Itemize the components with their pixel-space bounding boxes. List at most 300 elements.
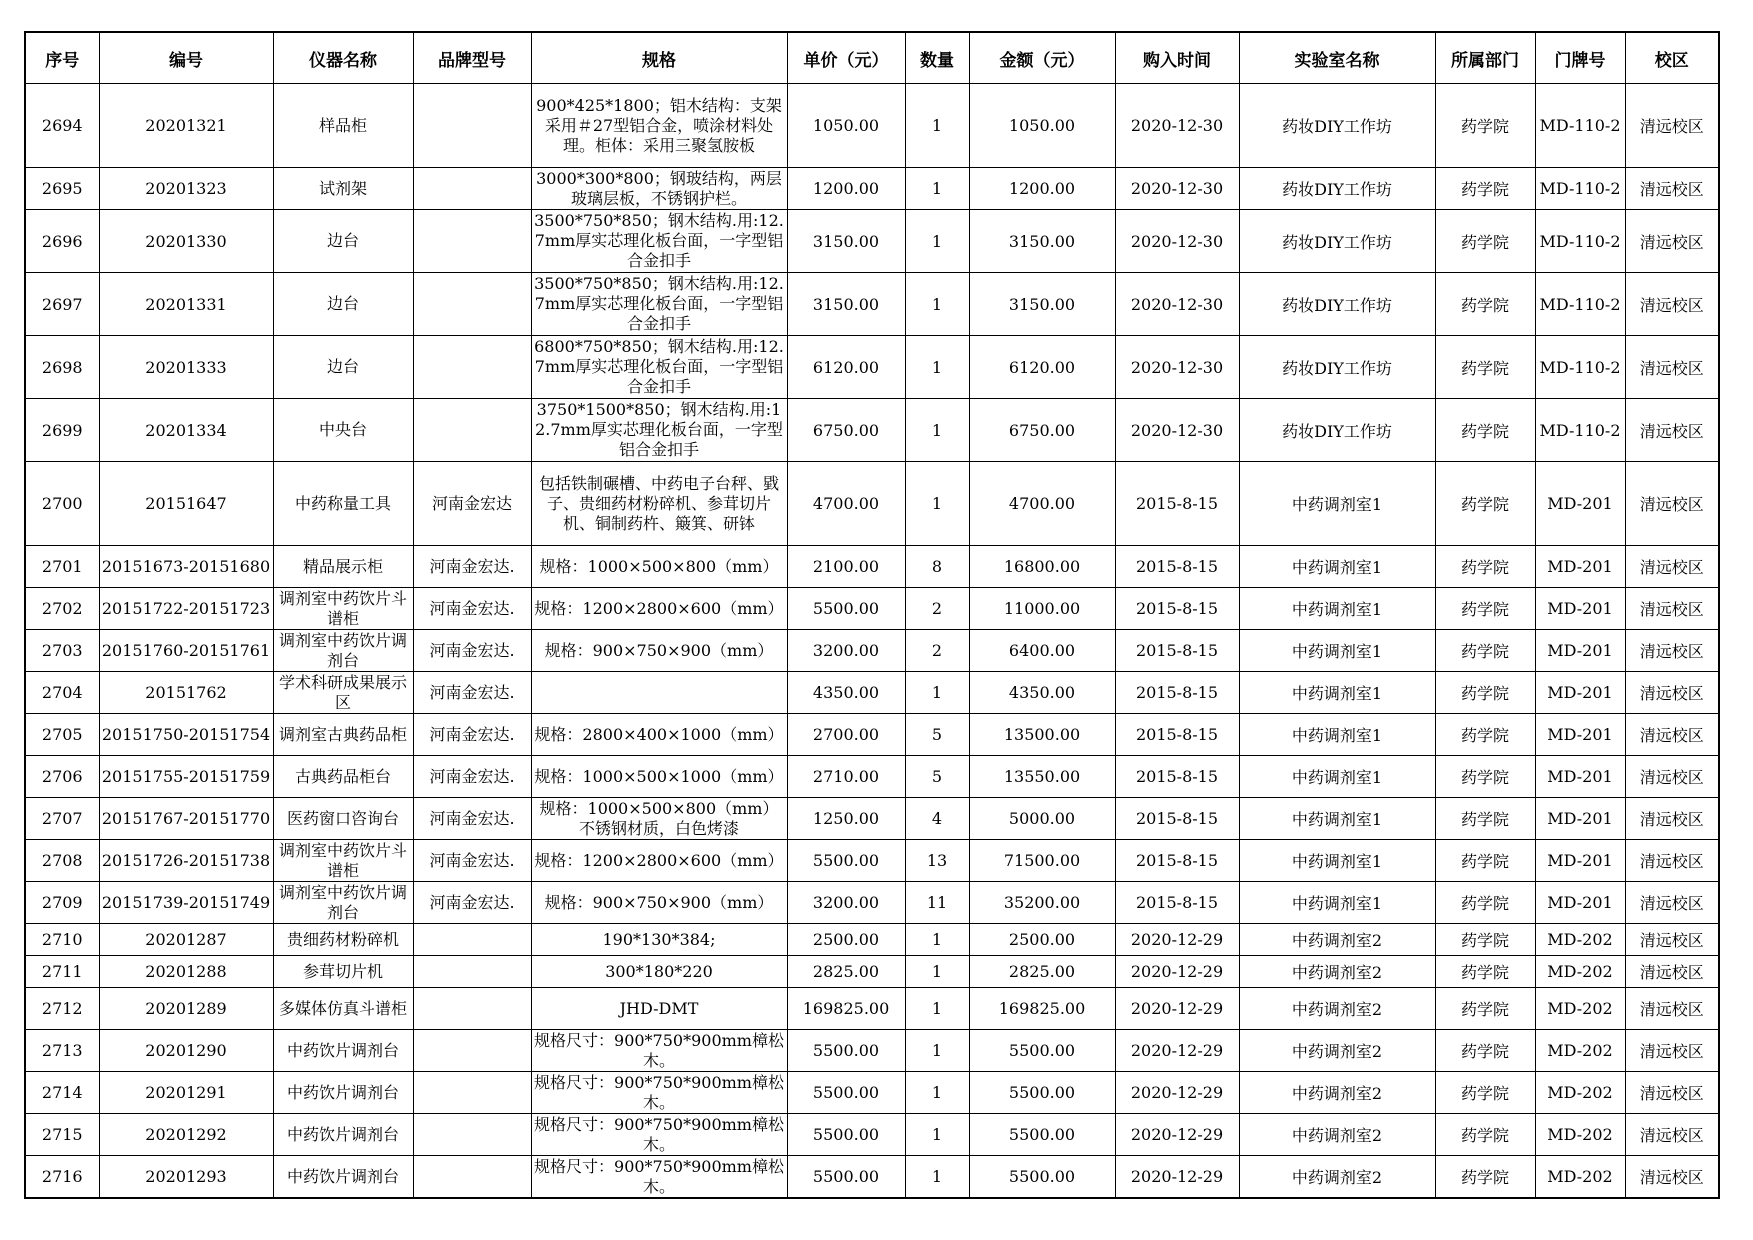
cell-seq: 2702 (25, 588, 99, 630)
cell-campus: 清远校区 (1625, 672, 1719, 714)
col-header-room: 门牌号 (1535, 32, 1625, 84)
cell-code: 20151760-20151761 (99, 630, 273, 672)
cell-brand: 河南金宏达. (413, 546, 531, 588)
cell-qty: 5 (905, 714, 969, 756)
cell-brand (413, 273, 531, 336)
cell-date: 2020-12-30 (1115, 168, 1239, 210)
cell-price: 2825.00 (787, 956, 905, 988)
cell-room: MD-202 (1535, 1156, 1625, 1199)
table-body (25, 84, 1719, 1199)
table-row (25, 988, 1719, 1030)
cell-price: 3150.00 (787, 273, 905, 336)
table-row (25, 924, 1719, 956)
cell-room: MD-110-2 (1535, 273, 1625, 336)
cell-campus: 清远校区 (1625, 336, 1719, 399)
cell-seq: 2700 (25, 462, 99, 546)
cell-amount: 3150.00 (969, 210, 1115, 273)
table-row (25, 1072, 1719, 1114)
cell-amount: 1050.00 (969, 84, 1115, 168)
cell-date: 2020-12-30 (1115, 399, 1239, 462)
cell-code: 20201331 (99, 273, 273, 336)
cell-price: 5500.00 (787, 1072, 905, 1114)
cell-name: 调剂室中药饮片斗谱柜 (273, 588, 413, 630)
cell-amount: 5500.00 (969, 1072, 1115, 1114)
cell-name: 边台 (273, 336, 413, 399)
cell-qty: 1 (905, 210, 969, 273)
cell-qty: 5 (905, 756, 969, 798)
cell-dept: 药学院 (1435, 168, 1535, 210)
cell-qty: 1 (905, 168, 969, 210)
table-row (25, 399, 1719, 462)
cell-amount: 13550.00 (969, 756, 1115, 798)
cell-price: 2500.00 (787, 924, 905, 956)
cell-room: MD-202 (1535, 924, 1625, 956)
cell-date: 2015-8-15 (1115, 714, 1239, 756)
cell-room: MD-202 (1535, 956, 1625, 988)
cell-price: 5500.00 (787, 840, 905, 882)
cell-price: 2700.00 (787, 714, 905, 756)
cell-campus: 清远校区 (1625, 1072, 1719, 1114)
cell-campus: 清远校区 (1625, 546, 1719, 588)
cell-code: 20201289 (99, 988, 273, 1030)
table-row (25, 956, 1719, 988)
cell-amount: 4700.00 (969, 462, 1115, 546)
cell-code: 20201287 (99, 924, 273, 956)
cell-code: 20151750-20151754 (99, 714, 273, 756)
cell-date: 2020-12-29 (1115, 924, 1239, 956)
cell-dept: 药学院 (1435, 1156, 1535, 1199)
table-row (25, 210, 1719, 273)
cell-seq: 2713 (25, 1030, 99, 1072)
cell-qty: 1 (905, 988, 969, 1030)
cell-amount: 6120.00 (969, 336, 1115, 399)
cell-seq: 2707 (25, 798, 99, 840)
cell-seq: 2694 (25, 84, 99, 168)
cell-code: 20201290 (99, 1030, 273, 1072)
cell-campus: 清远校区 (1625, 924, 1719, 956)
cell-code: 20151739-20151749 (99, 882, 273, 924)
cell-seq: 2708 (25, 840, 99, 882)
cell-brand: 河南金宏达 (413, 462, 531, 546)
cell-qty: 1 (905, 1030, 969, 1072)
cell-dept: 药学院 (1435, 956, 1535, 988)
cell-lab: 药妆DIY工作坊 (1239, 84, 1435, 168)
cell-campus: 清远校区 (1625, 988, 1719, 1030)
table-row (25, 1114, 1719, 1156)
cell-brand: 河南金宏达. (413, 840, 531, 882)
cell-qty: 1 (905, 84, 969, 168)
cell-name: 中药饮片调剂台 (273, 1156, 413, 1199)
cell-name: 古典药品柜台 (273, 756, 413, 798)
cell-date: 2015-8-15 (1115, 462, 1239, 546)
cell-qty: 2 (905, 630, 969, 672)
table-row (25, 672, 1719, 714)
cell-campus: 清远校区 (1625, 714, 1719, 756)
cell-room: MD-201 (1535, 798, 1625, 840)
cell-brand (413, 956, 531, 988)
cell-room: MD-202 (1535, 1114, 1625, 1156)
cell-lab: 中药调剂室1 (1239, 882, 1435, 924)
cell-room: MD-110-2 (1535, 399, 1625, 462)
cell-brand: 河南金宏达. (413, 672, 531, 714)
cell-spec: 190*130*384; (531, 924, 787, 956)
cell-spec: 规格尺寸：900*750*900mm樟松木。 (531, 1114, 787, 1156)
table-row (25, 168, 1719, 210)
cell-campus: 清远校区 (1625, 588, 1719, 630)
cell-dept: 药学院 (1435, 84, 1535, 168)
cell-room: MD-202 (1535, 988, 1625, 1030)
col-header-spec: 规格 (531, 32, 787, 84)
col-header-price: 单价（元） (787, 32, 905, 84)
cell-lab: 中药调剂室2 (1239, 1114, 1435, 1156)
cell-room: MD-201 (1535, 756, 1625, 798)
cell-campus: 清远校区 (1625, 462, 1719, 546)
cell-date: 2020-12-29 (1115, 1156, 1239, 1199)
cell-dept: 药学院 (1435, 714, 1535, 756)
cell-date: 2015-8-15 (1115, 546, 1239, 588)
cell-qty: 1 (905, 462, 969, 546)
cell-price: 6120.00 (787, 336, 905, 399)
cell-lab: 中药调剂室1 (1239, 462, 1435, 546)
cell-campus: 清远校区 (1625, 399, 1719, 462)
cell-name: 调剂室中药饮片调剂台 (273, 882, 413, 924)
cell-lab: 药妆DIY工作坊 (1239, 336, 1435, 399)
cell-seq: 2705 (25, 714, 99, 756)
cell-amount: 35200.00 (969, 882, 1115, 924)
col-header-seq: 序号 (25, 32, 99, 84)
table-row (25, 1030, 1719, 1072)
table-row (25, 882, 1719, 924)
cell-room: MD-202 (1535, 1072, 1625, 1114)
cell-room: MD-110-2 (1535, 336, 1625, 399)
cell-code: 20151755-20151759 (99, 756, 273, 798)
cell-room: MD-201 (1535, 546, 1625, 588)
cell-brand (413, 336, 531, 399)
col-header-lab: 实验室名称 (1239, 32, 1435, 84)
cell-room: MD-110-2 (1535, 168, 1625, 210)
header-row (25, 32, 1719, 84)
cell-brand (413, 1072, 531, 1114)
cell-seq: 2697 (25, 273, 99, 336)
cell-code: 20151722-20151723 (99, 588, 273, 630)
cell-amount: 2825.00 (969, 956, 1115, 988)
cell-amount: 16800.00 (969, 546, 1115, 588)
cell-dept: 药学院 (1435, 273, 1535, 336)
cell-spec: 规格：900×750×900（mm） (531, 882, 787, 924)
cell-price: 2710.00 (787, 756, 905, 798)
cell-brand: 河南金宏达. (413, 714, 531, 756)
cell-dept: 药学院 (1435, 546, 1535, 588)
cell-price: 3200.00 (787, 882, 905, 924)
cell-brand (413, 168, 531, 210)
cell-room: MD-110-2 (1535, 210, 1625, 273)
cell-qty: 1 (905, 1156, 969, 1199)
cell-date: 2020-12-29 (1115, 1072, 1239, 1114)
cell-price: 4350.00 (787, 672, 905, 714)
cell-price: 4700.00 (787, 462, 905, 546)
cell-name: 试剂架 (273, 168, 413, 210)
cell-dept: 药学院 (1435, 399, 1535, 462)
cell-name: 中药饮片调剂台 (273, 1072, 413, 1114)
cell-qty: 1 (905, 336, 969, 399)
cell-name: 中药饮片调剂台 (273, 1114, 413, 1156)
cell-code: 20151726-20151738 (99, 840, 273, 882)
cell-brand: 河南金宏达. (413, 882, 531, 924)
cell-code: 20201291 (99, 1072, 273, 1114)
cell-date: 2020-12-29 (1115, 988, 1239, 1030)
cell-name: 调剂室古典药品柜 (273, 714, 413, 756)
cell-room: MD-201 (1535, 714, 1625, 756)
cell-name: 学术科研成果展示区 (273, 672, 413, 714)
col-header-brand: 品牌型号 (413, 32, 531, 84)
cell-lab: 中药调剂室2 (1239, 956, 1435, 988)
cell-brand: 河南金宏达. (413, 588, 531, 630)
cell-spec: 规格：1000×500×800（mm）不锈钢材质，白色烤漆 (531, 798, 787, 840)
cell-seq: 2701 (25, 546, 99, 588)
cell-dept: 药学院 (1435, 840, 1535, 882)
cell-campus: 清远校区 (1625, 1156, 1719, 1199)
cell-qty: 1 (905, 956, 969, 988)
cell-name: 调剂室中药饮片调剂台 (273, 630, 413, 672)
cell-code: 20201333 (99, 336, 273, 399)
cell-amount: 11000.00 (969, 588, 1115, 630)
cell-spec: 3750*1500*850；钢木结构.用:12.7mm厚实芯理化板台面，一字型铝合金扣手 (531, 399, 787, 462)
cell-amount: 1200.00 (969, 168, 1115, 210)
cell-spec: 3500*750*850；钢木结构.用:12.7mm厚实芯理化板台面，一字型铝合金扣手 (531, 273, 787, 336)
cell-room: MD-201 (1535, 882, 1625, 924)
cell-spec: 规格：1000×500×1000（mm） (531, 756, 787, 798)
cell-room: MD-201 (1535, 840, 1625, 882)
cell-lab: 中药调剂室2 (1239, 924, 1435, 956)
cell-campus: 清远校区 (1625, 1114, 1719, 1156)
cell-name: 医药窗口咨询台 (273, 798, 413, 840)
cell-price: 2100.00 (787, 546, 905, 588)
cell-campus: 清远校区 (1625, 1030, 1719, 1072)
cell-amount: 71500.00 (969, 840, 1115, 882)
cell-brand: 河南金宏达. (413, 630, 531, 672)
cell-code: 20201334 (99, 399, 273, 462)
cell-amount: 5000.00 (969, 798, 1115, 840)
cell-code: 20151762 (99, 672, 273, 714)
cell-spec: 规格：1200×2800×600（mm） (531, 588, 787, 630)
col-header-date: 购入时间 (1115, 32, 1239, 84)
cell-seq: 2709 (25, 882, 99, 924)
cell-campus: 清远校区 (1625, 210, 1719, 273)
table-row (25, 840, 1719, 882)
col-header-code: 编号 (99, 32, 273, 84)
cell-dept: 药学院 (1435, 882, 1535, 924)
table-row (25, 84, 1719, 168)
cell-name: 中央台 (273, 399, 413, 462)
cell-brand (413, 988, 531, 1030)
cell-qty: 4 (905, 798, 969, 840)
cell-seq: 2696 (25, 210, 99, 273)
cell-lab: 药妆DIY工作坊 (1239, 273, 1435, 336)
col-header-dept: 所属部门 (1435, 32, 1535, 84)
cell-code: 20201293 (99, 1156, 273, 1199)
cell-room: MD-201 (1535, 630, 1625, 672)
table-row (25, 336, 1719, 399)
cell-spec (531, 672, 787, 714)
cell-code: 20201292 (99, 1114, 273, 1156)
cell-seq: 2716 (25, 1156, 99, 1199)
cell-amount: 4350.00 (969, 672, 1115, 714)
cell-seq: 2695 (25, 168, 99, 210)
cell-price: 6750.00 (787, 399, 905, 462)
cell-dept: 药学院 (1435, 462, 1535, 546)
cell-name: 精品展示柜 (273, 546, 413, 588)
cell-name: 中药饮片调剂台 (273, 1030, 413, 1072)
equipment-table (24, 31, 1720, 1199)
cell-qty: 1 (905, 1072, 969, 1114)
cell-spec: 规格尺寸：900*750*900mm樟松木。 (531, 1072, 787, 1114)
cell-spec: 6800*750*850；钢木结构.用:12.7mm厚实芯理化板台面，一字型铝合金扣手 (531, 336, 787, 399)
table-row (25, 273, 1719, 336)
cell-code: 20151673-20151680 (99, 546, 273, 588)
cell-spec: 规格：900×750×900（mm） (531, 630, 787, 672)
cell-name: 多媒体仿真斗谱柜 (273, 988, 413, 1030)
cell-date: 2020-12-30 (1115, 210, 1239, 273)
cell-campus: 清远校区 (1625, 756, 1719, 798)
cell-dept: 药学院 (1435, 672, 1535, 714)
cell-name: 贵细药材粉碎机 (273, 924, 413, 956)
table-row (25, 546, 1719, 588)
cell-price: 5500.00 (787, 1030, 905, 1072)
cell-qty: 8 (905, 546, 969, 588)
cell-price: 5500.00 (787, 1114, 905, 1156)
cell-brand (413, 1114, 531, 1156)
cell-campus: 清远校区 (1625, 798, 1719, 840)
cell-lab: 中药调剂室1 (1239, 840, 1435, 882)
cell-qty: 2 (905, 588, 969, 630)
cell-amount: 5500.00 (969, 1114, 1115, 1156)
cell-lab: 中药调剂室1 (1239, 546, 1435, 588)
cell-spec: 300*180*220 (531, 956, 787, 988)
cell-amount: 3150.00 (969, 273, 1115, 336)
cell-dept: 药学院 (1435, 336, 1535, 399)
col-header-amount: 金额（元） (969, 32, 1115, 84)
cell-lab: 药妆DIY工作坊 (1239, 399, 1435, 462)
cell-code: 20201288 (99, 956, 273, 988)
cell-brand (413, 1030, 531, 1072)
cell-dept: 药学院 (1435, 924, 1535, 956)
cell-amount: 5500.00 (969, 1156, 1115, 1199)
cell-dept: 药学院 (1435, 210, 1535, 273)
cell-spec: 规格尺寸：900*750*900mm樟松木。 (531, 1156, 787, 1199)
cell-dept: 药学院 (1435, 1030, 1535, 1072)
cell-price: 169825.00 (787, 988, 905, 1030)
cell-date: 2015-8-15 (1115, 840, 1239, 882)
cell-date: 2020-12-29 (1115, 1114, 1239, 1156)
cell-brand (413, 210, 531, 273)
cell-name: 样品柜 (273, 84, 413, 168)
cell-campus: 清远校区 (1625, 840, 1719, 882)
cell-brand (413, 84, 531, 168)
col-header-name: 仪器名称 (273, 32, 413, 84)
cell-code: 20201321 (99, 84, 273, 168)
cell-date: 2020-12-29 (1115, 1030, 1239, 1072)
cell-date: 2020-12-29 (1115, 956, 1239, 988)
cell-date: 2015-8-15 (1115, 672, 1239, 714)
cell-lab: 药妆DIY工作坊 (1239, 168, 1435, 210)
cell-lab: 中药调剂室2 (1239, 988, 1435, 1030)
table-row (25, 630, 1719, 672)
cell-campus: 清远校区 (1625, 882, 1719, 924)
cell-date: 2020-12-30 (1115, 273, 1239, 336)
cell-date: 2015-8-15 (1115, 630, 1239, 672)
cell-price: 5500.00 (787, 1156, 905, 1199)
cell-seq: 2712 (25, 988, 99, 1030)
cell-code: 20201323 (99, 168, 273, 210)
cell-room: MD-201 (1535, 672, 1625, 714)
col-header-qty: 数量 (905, 32, 969, 84)
cell-seq: 2698 (25, 336, 99, 399)
cell-dept: 药学院 (1435, 630, 1535, 672)
cell-brand (413, 1156, 531, 1199)
col-header-campus: 校区 (1625, 32, 1719, 84)
cell-seq: 2703 (25, 630, 99, 672)
cell-dept: 药学院 (1435, 756, 1535, 798)
cell-dept: 药学院 (1435, 798, 1535, 840)
cell-amount: 6400.00 (969, 630, 1115, 672)
cell-brand (413, 399, 531, 462)
cell-amount: 5500.00 (969, 1030, 1115, 1072)
cell-name: 中药称量工具 (273, 462, 413, 546)
cell-name: 边台 (273, 273, 413, 336)
cell-brand (413, 924, 531, 956)
cell-name: 边台 (273, 210, 413, 273)
table-row (25, 714, 1719, 756)
table-row (25, 462, 1719, 546)
cell-amount: 169825.00 (969, 988, 1115, 1030)
cell-room: MD-110-2 (1535, 84, 1625, 168)
cell-lab: 中药调剂室1 (1239, 714, 1435, 756)
cell-lab: 中药调剂室1 (1239, 672, 1435, 714)
cell-spec: 规格：1200×2800×600（mm） (531, 840, 787, 882)
cell-qty: 1 (905, 672, 969, 714)
cell-date: 2015-8-15 (1115, 882, 1239, 924)
cell-amount: 13500.00 (969, 714, 1115, 756)
cell-code: 20201330 (99, 210, 273, 273)
table-row (25, 798, 1719, 840)
cell-dept: 药学院 (1435, 988, 1535, 1030)
cell-price: 5500.00 (787, 588, 905, 630)
equipment-sheet (24, 31, 1718, 1199)
cell-seq: 2706 (25, 756, 99, 798)
cell-price: 1250.00 (787, 798, 905, 840)
cell-brand: 河南金宏达. (413, 756, 531, 798)
cell-seq: 2715 (25, 1114, 99, 1156)
cell-lab: 中药调剂室1 (1239, 588, 1435, 630)
cell-date: 2015-8-15 (1115, 798, 1239, 840)
cell-campus: 清远校区 (1625, 84, 1719, 168)
cell-date: 2020-12-30 (1115, 84, 1239, 168)
cell-campus: 清远校区 (1625, 168, 1719, 210)
cell-name: 调剂室中药饮片斗谱柜 (273, 840, 413, 882)
cell-spec: 包括铁制碾槽、中药电子台秤、戥子、贵细药材粉碎机、参茸切片机、铜制药杵、簸箕、研钵 (531, 462, 787, 546)
cell-spec: 900*425*1800；铝木结构：支架采用＃27型铝合金，喷涂材料处理。柜体：采用三聚氢胺板 (531, 84, 787, 168)
cell-lab: 中药调剂室2 (1239, 1156, 1435, 1199)
cell-qty: 1 (905, 924, 969, 956)
cell-lab: 药妆DIY工作坊 (1239, 210, 1435, 273)
cell-dept: 药学院 (1435, 588, 1535, 630)
cell-room: MD-201 (1535, 588, 1625, 630)
cell-lab: 中药调剂室1 (1239, 798, 1435, 840)
cell-brand: 河南金宏达. (413, 798, 531, 840)
cell-campus: 清远校区 (1625, 956, 1719, 988)
cell-spec: 规格：1000×500×800（mm） (531, 546, 787, 588)
cell-spec: 3000*300*800；钢玻结构，两层玻璃层板，不锈钢护栏。 (531, 168, 787, 210)
